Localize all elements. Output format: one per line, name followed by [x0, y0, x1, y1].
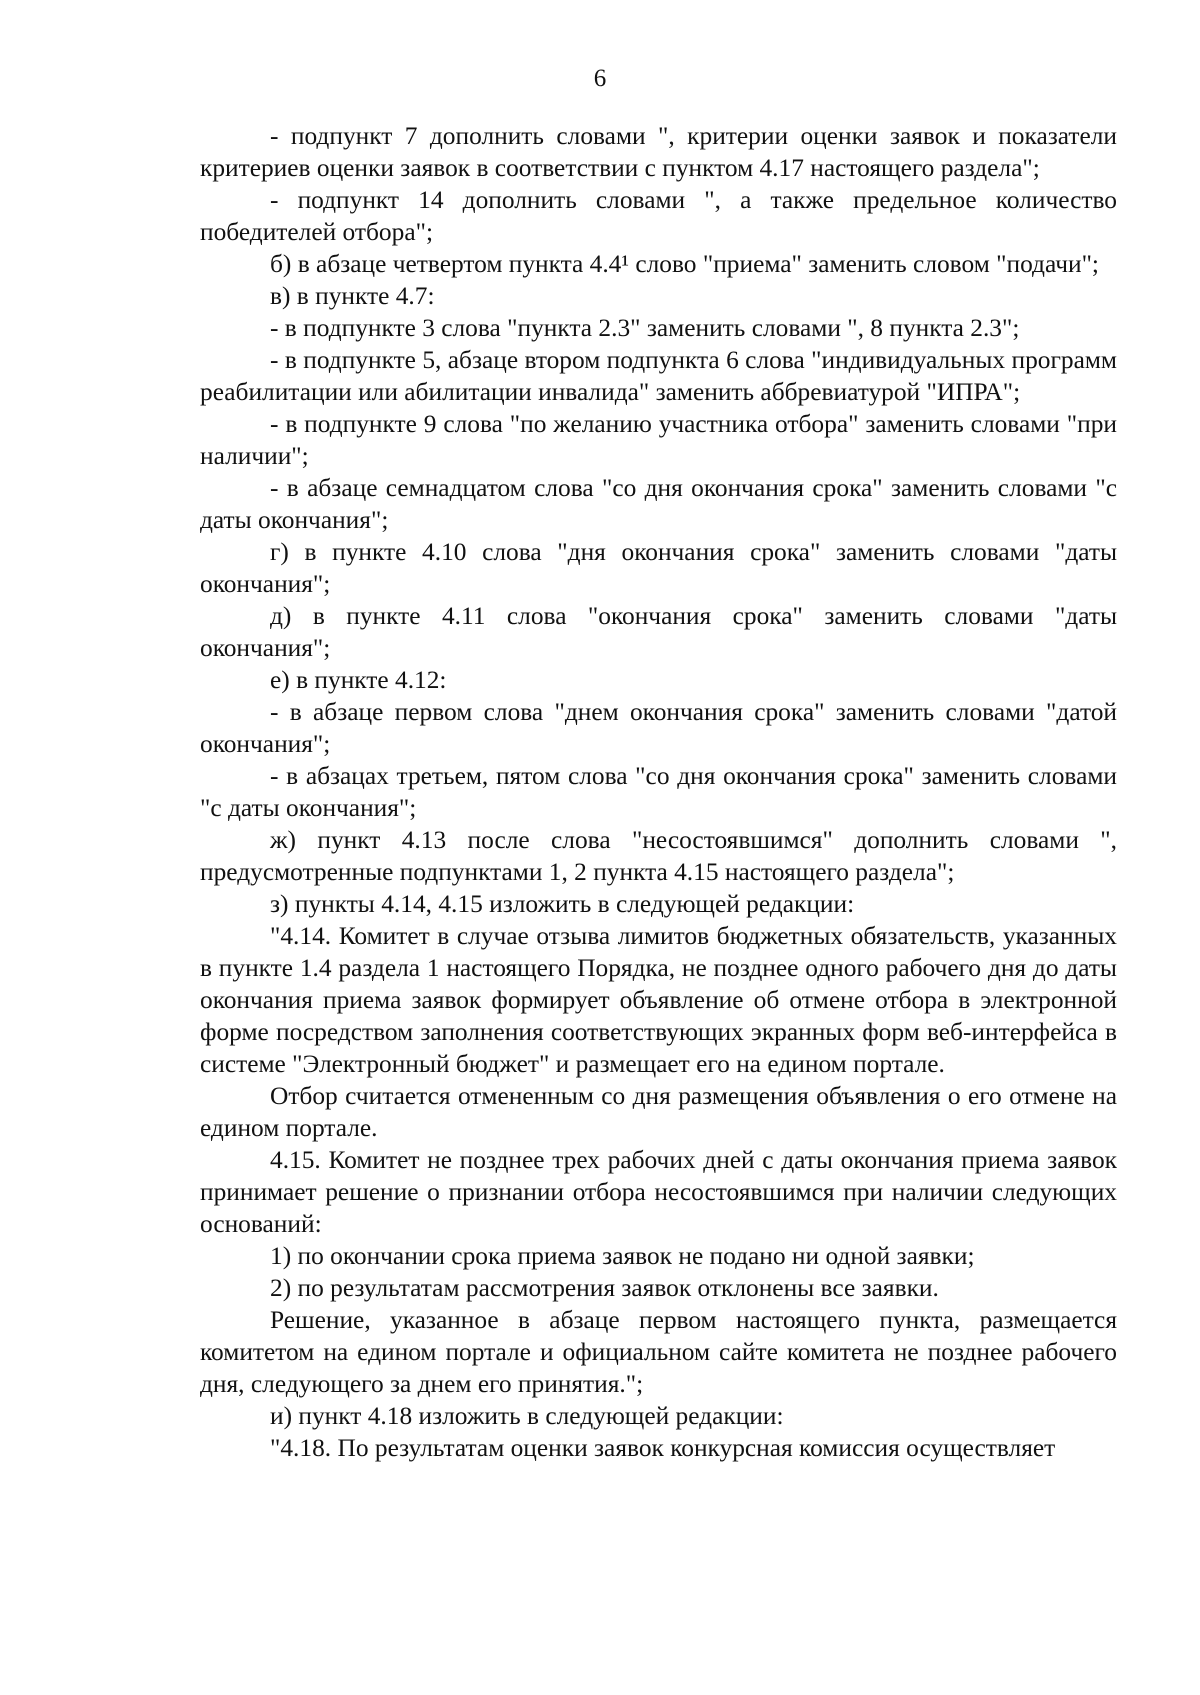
paragraph: - в абзаце семнадцатом слова "со дня окончания срока" заменить словами "с даты окончания";	[200, 474, 1117, 534]
paragraph: в) в пункте 4.7:	[270, 282, 435, 310]
paragraph: Отбор считается отмененным со дня размещения объявления о его отмене на едином портале.	[200, 1082, 1117, 1142]
paragraph: - подпункт 14 дополнить словами ", а также предельное количество победителей отбора";	[200, 186, 1117, 246]
paragraph: - в абзацах третьем, пятом слова "со дня окончания срока" заменить словами "с даты окончания";	[200, 762, 1117, 822]
paragraph: б) в абзаце четвертом пункта 4.4¹ слово "приема" заменить словом "подачи";	[270, 250, 1099, 278]
paragraph: г) в пункте 4.10 слова "дня окончания срока" заменить словами "даты окончания";	[200, 538, 1117, 598]
paragraph: "4.18. По результатам оценки заявок конкурсная комиссия осуществляет	[270, 1434, 1056, 1462]
document-body	[200, 120, 1117, 1464]
paragraph: Решение, указанное в абзаце первом настоящего пункта, размещается комитетом на едином портале и официальном сайте комитета не позднее рабочего дня, следующего за днем его принятия.";	[200, 1306, 1117, 1398]
paragraph: 1) по окончании срока приема заявок не подано ни одной заявки;	[270, 1242, 975, 1270]
paragraph: - в абзаце первом слова "днем окончания срока" заменить словами "датой окончания";	[200, 698, 1117, 758]
paragraph: и) пункт 4.18 изложить в следующей редакции:	[270, 1402, 784, 1430]
paragraph: - в подпункте 3 слова "пункта 2.3" заменить словами ", 8 пункта 2.3";	[270, 314, 1020, 342]
paragraph: - подпункт 7 дополнить словами ", критерии оценки заявок и показатели критериев оценки заявок в соответствии с пунктом 4.17 настоящего раздела";	[200, 122, 1117, 182]
paragraph: е) в пункте 4.12:	[270, 666, 447, 694]
paragraph: ж) пункт 4.13 после слова "несостоявшимся" дополнить словами ", предусмотренные подпунктами 1, 2 пункта 4.15 настоящего раздела";	[200, 826, 1117, 886]
paragraph: - в подпункте 9 слова "по желанию участника отбора" заменить словами "при наличии";	[200, 410, 1117, 470]
paragraph: "4.14. Комитет в случае отзыва лимитов бюджетных обязательств, указанных в пункте 1.4 раздела 1 настоящего Порядка, не позднее одного рабочего дня до даты окончания приема заявок формирует объявление об отмене отбора в электронной форме посредством заполнения соответствующих экранных форм веб-интерфейса в системе "Электронный бюджет" и размещает его на едином портале.	[200, 922, 1117, 1078]
paragraph: 4.15. Комитет не позднее трех рабочих дней с даты окончания приема заявок принимает решение о признании отбора несостоявшимся при наличии следующих оснований:	[200, 1146, 1117, 1238]
paragraph: з) пункты 4.14, 4.15 изложить в следующей редакции:	[270, 890, 855, 918]
paragraph: - в подпункте 5, абзаце втором подпункта 6 слова "индивидуальных программ реабилитации или абилитации инвалида" заменить аббревиатурой "ИПРА";	[200, 346, 1117, 406]
paragraph: д) в пункте 4.11 слова "окончания срока" заменить словами "даты окончания";	[200, 602, 1117, 662]
paragraph: 2) по результатам рассмотрения заявок отклонены все заявки.	[270, 1274, 939, 1302]
page-number: 6	[593, 65, 607, 92]
